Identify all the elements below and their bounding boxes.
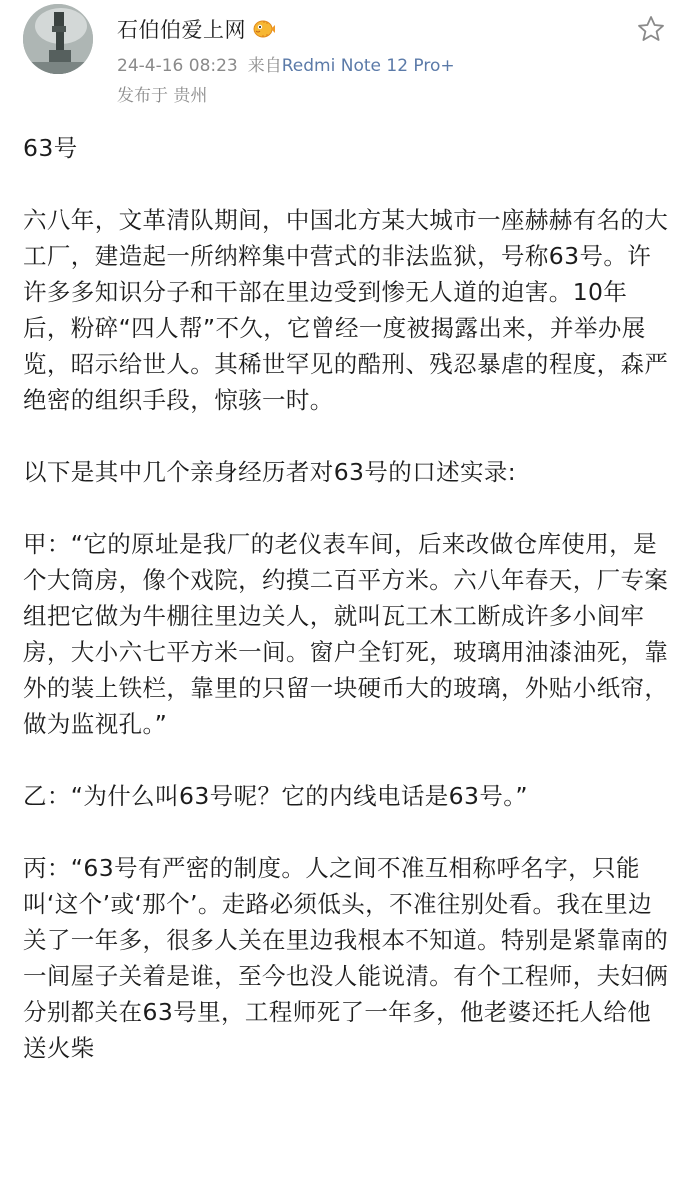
post-location: 发布于 贵州 bbox=[117, 86, 208, 106]
post-meta bbox=[117, 51, 455, 76]
avatar-image-icon bbox=[23, 4, 93, 74]
article-title: 63号 bbox=[23, 134, 78, 162]
pufferfish-badge-icon bbox=[252, 18, 276, 40]
avatar[interactable] bbox=[23, 4, 93, 74]
post-timestamp: 24-4-16 08:23 bbox=[117, 56, 238, 76]
user-name[interactable]: 石伯伯爱上网 bbox=[117, 18, 246, 42]
article-paragraph: 丙：“63号有严密的制度。人之间不准互相称呼名字，只能叫‘这个’或‘那个’。走路必须低头，不准往别处看。我在里边关了一年多，很多人关在里边我根本不知道。特别是紧靠南的一间屋子关着是谁，至今也没人能说清。有个工程师，夫妇俩分别都关在63号里，工程师死了一年多，他老婆还托人给他送火柴 bbox=[23, 854, 669, 1062]
user-name-row bbox=[117, 13, 276, 45]
article-paragraph: 乙：“为什么叫63号呢？它的内线电话是63号。” bbox=[23, 782, 529, 810]
article-content bbox=[23, 126, 673, 1102]
article-paragraph: 六八年，文革清队期间，中国北方某大城市一座赫赫有名的大工厂，建造起一所纳粹集中营式的非法监狱，号称63号。许许多多知识分子和干部在里边受到惨无人道的迫害。10年后，粉碎“四人帮”不久，它曾经一度被揭露出来，并举办展览，昭示给世人。其稀世罕见的酷刑、残忍暴虐的程度，森严绝密的组织手段，惊骇一时。 bbox=[23, 206, 669, 414]
star-icon[interactable] bbox=[636, 14, 666, 44]
source-prefix: 来自 bbox=[247, 56, 282, 76]
source-device[interactable]: Redmi Note 12 Pro+ bbox=[281, 56, 455, 76]
post-header bbox=[0, 0, 689, 110]
article-paragraph: 甲：“它的原址是我厂的老仪表车间，后来改做仓库使用，是个大筒房，像个戏院，约摸二百平方米。六八年春天，厂专案组把它做为牛棚往里边关人，就叫瓦工木工断成许多小间牢房，大小六七平方米一间。窗户全钉死，玻璃用油漆油死，靠外的装上铁栏，靠里的只留一块硬币大的玻璃，外贴小纸帘，做为监视孔。” bbox=[23, 530, 669, 738]
article-paragraph: 以下是其中几个亲身经历者对63号的口述实录: bbox=[23, 458, 517, 486]
